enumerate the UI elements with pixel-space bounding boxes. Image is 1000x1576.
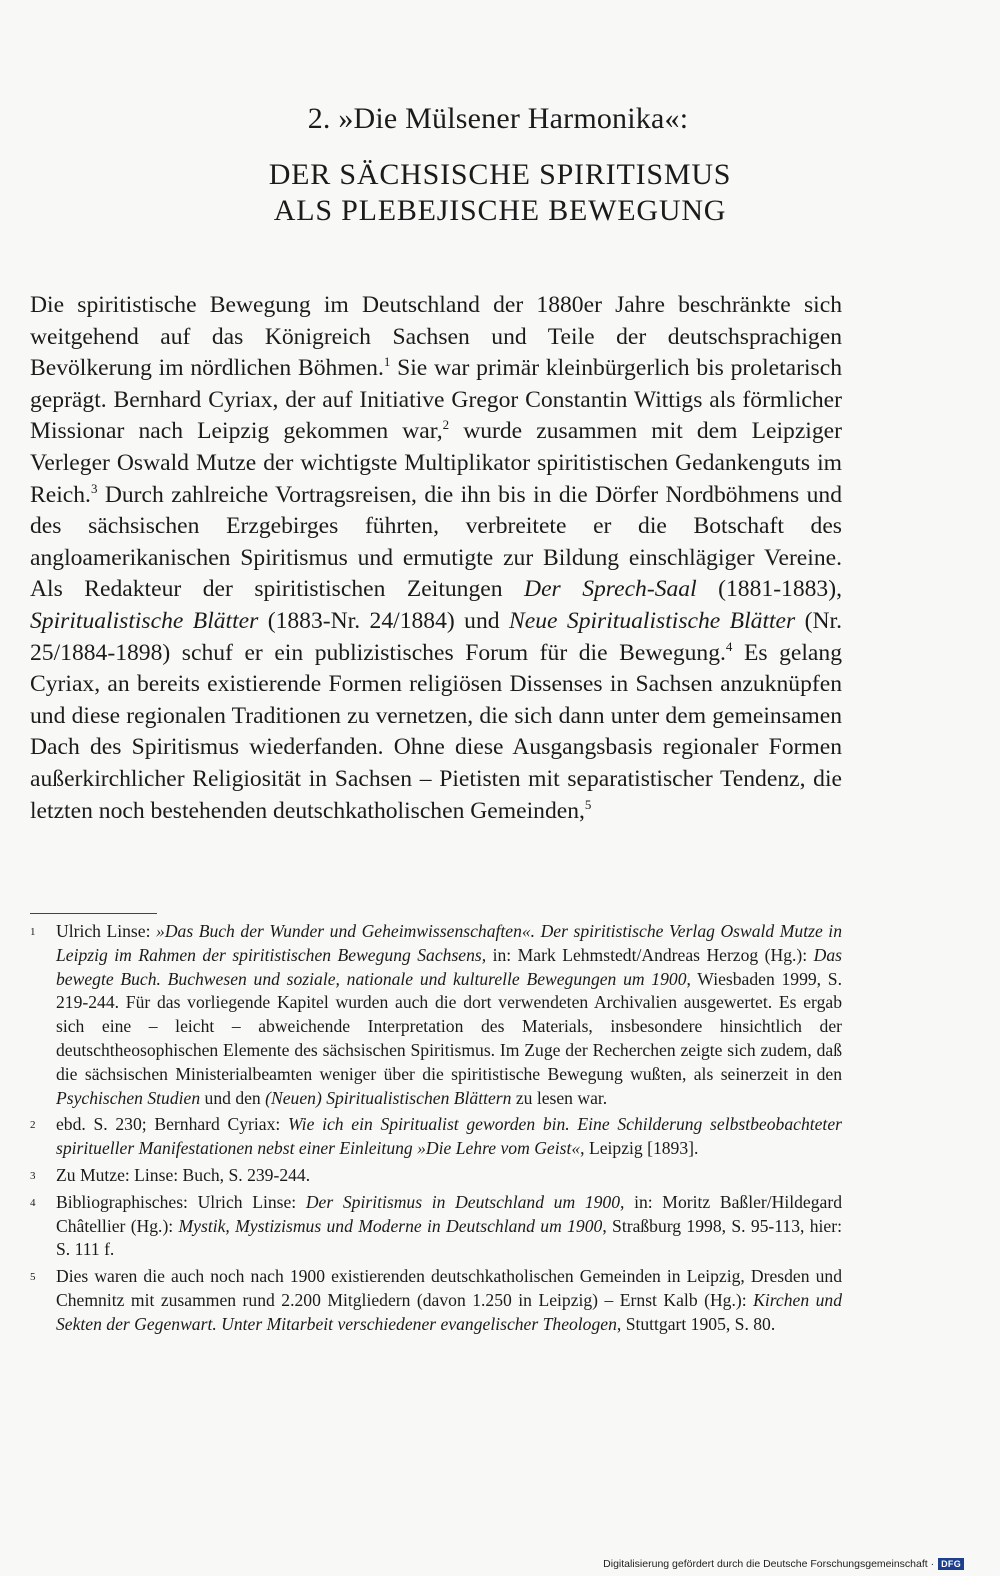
footnote-text: , Wiesbaden 1999, S. 219-244. Für das vorliegende Kapitel wurden auch die dort verwendeten Archivalien ausgewertet. Es ergab sich eine – leicht – abweichende Interpretation des Materials, insbesondere hinsichtlich der deutschtheosophischen Elemente des sächsischen Spiritismus. Im Zuge der Recherchen zeigte sich zudem, daß die sächsischen Ministerialbeamten weniger über die spiritistische Bewegung wußten, als seinerzeit in den [56,968,842,1084]
footnotes [30,920,842,1340]
footnote-text: , Stuttgart 1905, S. 80. [616,1313,776,1334]
body-text-span: (1883-Nr. 24/1884) und [258,607,509,634]
footnote-text: und den [200,1087,266,1108]
footnote-text: , Leipzig [1893]. [580,1138,699,1159]
footnote-text: , in: Moritz Baßler/Hildegard Châtellier (Hg.): [56,1191,842,1236]
footnote-text: Ulrich Linse: [56,921,157,941]
footnote [30,1113,842,1161]
footnote-text: , Straßburg 1998, S. 95-113, hier: S. 111 f. [56,1215,842,1260]
footnote-number: 1 [30,926,36,938]
body-text-span: (Nr. 25/1884-1898) schuf er ein publizistisches Forum für die Bewegung. [30,607,842,666]
periodical-title: Spiritualistische Blätter [30,607,259,634]
footnote-ref: 2 [442,417,450,433]
body-text-span: Es gelang Cyriax, an bereits existierende Formen religiösen Dissenses in Sachsen anzuknüpfen und diese regionalen Traditionen zu vernetzen, die sich dann unter dem gemeinsamen Dach des Spiritismus wiederfanden. Ohne diese Ausgangsbasis regionaler Formen außerkirchlicher Religiosität in Sachsen – Pietisten mit separatistischer Tendenz, die letzten noch bestehenden deutschkatholischen Gemeinden, [30,639,842,824]
body-text-span: Sie war primär kleinbürgerlich bis proletarisch geprägt. Bernhard Cyriax, der auf Initiative Gregor Constantin Wittigs als förmlicher Missionar nach Leipzig gekommen war, [30,355,842,445]
footnote-number: 4 [30,1196,36,1209]
footnote-number: 5 [30,1271,36,1284]
footnote-ref: 4 [725,638,733,654]
footnote-ref: 3 [90,480,98,496]
body-paragraph [30,290,842,827]
body-text-span: wurde zusammen mit dem Leipziger Verleger Oswald Mutze der wichtigste Multiplikator spiritistischen Gedankenguts im Reich. [30,418,842,508]
body-text-span: Die spiritistische Bewegung im Deutschland der 1880er Jahre beschränkte sich weitgehend auf das Königreich Sachsen und Teile der deutschsprachigen Bevölkerung im nördlichen Böhmen. [30,292,842,382]
footnote-ref: 5 [584,796,592,812]
footnote-italic-text: Psychischen Studien [56,1087,201,1108]
footnote [30,1191,842,1262]
footnote-number: 2 [30,1119,36,1132]
periodical-title: Der Sprech-Saal [524,576,697,603]
body-text [30,290,842,827]
footnote-italic-text: Wie ich ein Spiritualist geworden bin. Eine Schilderung selbstbeobachteter spiritueller Manifestationen nebst einer Einleitung »Die Lehre vom Geist« [56,1114,842,1159]
footnote-text: Bibliographisches: Ulrich Linse: [56,1191,306,1212]
chapter-title: 2. »Die Mülsener Harmonika«: [307,102,689,135]
footnote-divider [30,913,157,914]
footnote-text: ebd. S. 230; Bernhard Cyriax: [56,1114,288,1135]
footnote-text: Zu Mutze: Linse: Buch, S. 239-244. [56,1164,311,1185]
footnote-italic-text: Kirchen und Sekten der Gegenwart. Unter Mitarbeit verschiedener evangelischer Theologen [56,1289,842,1334]
body-text-span: (1881-1883), [696,576,842,603]
footnote-italic-text: (Neuen) Spiritualistischen Blättern [265,1087,512,1108]
footnote-ref: 1 [383,354,391,370]
digitization-credit [603,1558,964,1570]
footnote-text: Dies waren die auch noch nach 1900 existierenden deutschkatholischen Gemeinden in Leipzig, Dresden und Chemnitz mit zusammen rund 2.200 Mitgliedern (davon 1.250 in Leipzig) – Ernst Kalb (Hg.): [56,1266,842,1310]
credit-text: Digitalisierung gefördert durch die Deutsche Forschungsgemeinschaft · [603,1558,935,1570]
footnote-italic-text: Das bewegte Buch. Buchwesen und soziale, nationale und kulturelle Bewegungen um 1900 [56,944,842,989]
chapter-subtitle-line-2: ALS PLEBEJISCHE BEWEGUNG [273,194,727,227]
chapter-subtitle-line-1: DER SÄCHSISCHE SPIRITISMUS [268,158,732,191]
dfg-logo: DFG [938,1558,964,1570]
footnote-italic-text: Der Spiritismus in Deutschland um 1900 [305,1191,621,1212]
footnote-italic-text: »Das Buch der Wunder und Geheimwissenschaften«. Der spiritistische Verlag Oswald Mutze in Leipzig im Rahmen der spiritistischen Bewegung Sachsens, [56,921,842,965]
body-text-span: Durch zahlreiche Vortragsreisen, die ihn bis in die Dörfer Nordböhmens und des sächsischen Erzgebirges führten, verbreitete er die Botschaft des angloamerikanischen Spiritismus und ermutigte zur Bildung einschlägiger Vereine. Als Redakteur der spiritistischen Zeitungen [30,481,842,603]
footnote [30,1265,842,1336]
periodical-title: Neue Spiritualistische Blätter [509,607,796,634]
footnote-text: zu lesen war. [511,1087,608,1108]
footnote [30,920,842,1110]
footnote-text: in: Mark Lehmstedt/Andreas Herzog (Hg.): [486,944,814,965]
footnote [30,1164,842,1188]
footnote-italic-text: Mystik, Mystizismus und Moderne in Deutschland um 1900 [178,1215,603,1236]
footnote-number: 3 [30,1169,36,1182]
